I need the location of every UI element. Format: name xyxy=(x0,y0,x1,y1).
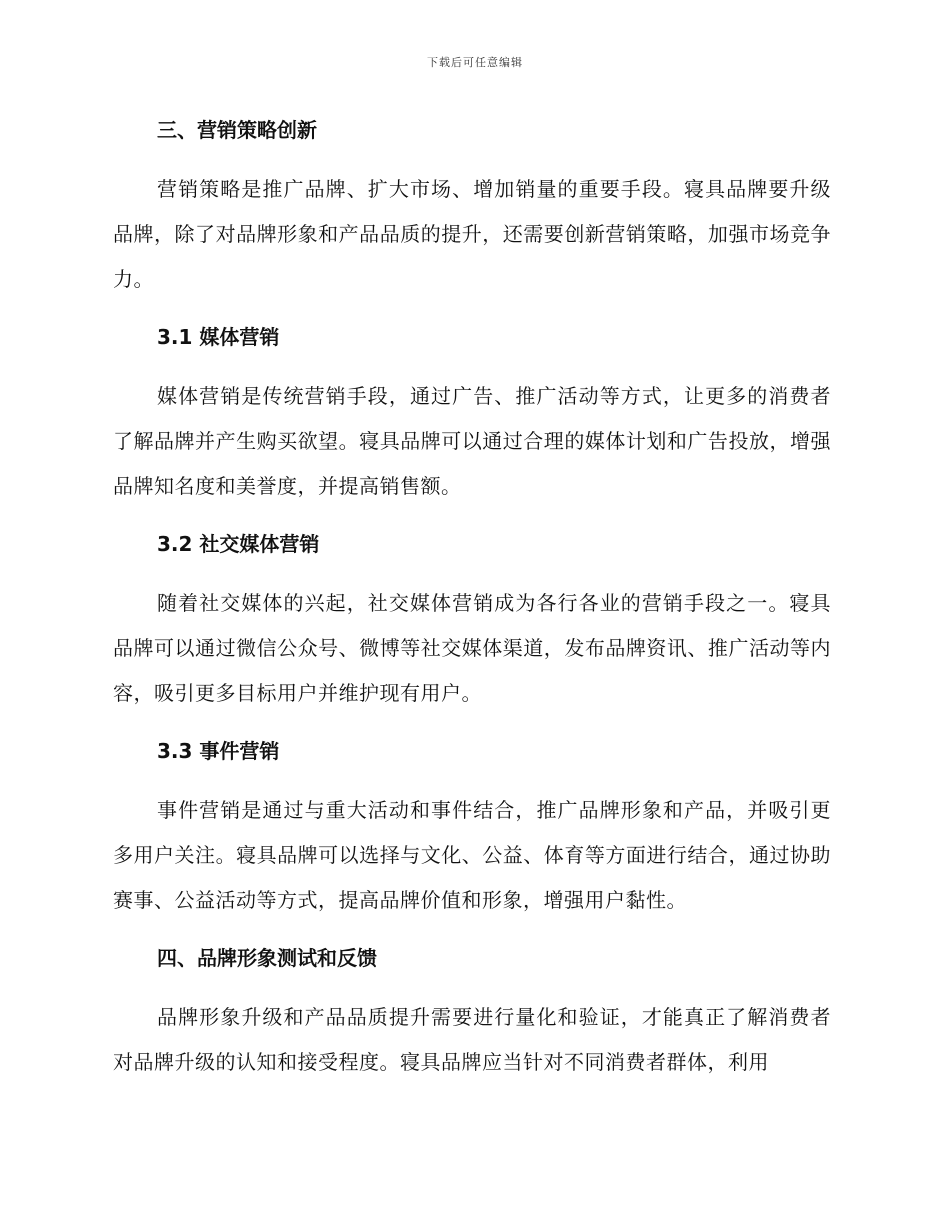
section-heading-marketing-strategy: 三、营销策略创新 xyxy=(157,118,317,142)
paragraph-event-marketing: 事件营销是通过与重大活动和事件结合，推广品牌形象和产品，并吸引更多用户关注。寝具品牌可以选择与文化、公益、体育等方面进行结合，通过协助赛事、公益活动等方式，提高品牌价值和形象，增强用户黏性。 xyxy=(113,798,831,912)
section-heading-media-marketing: 3.1 媒体营销 xyxy=(157,325,280,349)
document-body xyxy=(113,112,831,1085)
section-heading-brand-testing: 四、品牌形象测试和反馈 xyxy=(157,946,377,970)
section-heading-social-media-marketing: 3.2 社交媒体营销 xyxy=(157,532,320,556)
paragraph-marketing-strategy: 营销策略是推广品牌、扩大市场、增加销量的重要手段。寝具品牌要升级品牌，除了对品牌形象和产品品质的提升，还需要创新营销策略，加强市场竞争力。 xyxy=(113,177,831,291)
paragraph-brand-testing: 品牌形象升级和产品品质提升需要进行量化和验证，才能真正了解消费者对品牌升级的认知和接受程度。寝具品牌应当针对不同消费者群体，利用 xyxy=(113,1005,831,1074)
header-note: 下载后可任意编辑 xyxy=(427,56,523,69)
paragraph-media-marketing: 媒体营销是传统营销手段，通过广告、推广活动等方式，让更多的消费者了解品牌并产生购买欲望。寝具品牌可以通过合理的媒体计划和广告投放，增强品牌知名度和美誉度，并提高销售额。 xyxy=(113,384,831,498)
paragraph-social-media-marketing: 随着社交媒体的兴起，社交媒体营销成为各行各业的营销手段之一。寝具品牌可以通过微信公众号、微博等社交媒体渠道，发布品牌资讯、推广活动等内容，吸引更多目标用户并维护现有用户。 xyxy=(113,591,831,705)
section-heading-event-marketing: 3.3 事件营销 xyxy=(157,739,280,763)
